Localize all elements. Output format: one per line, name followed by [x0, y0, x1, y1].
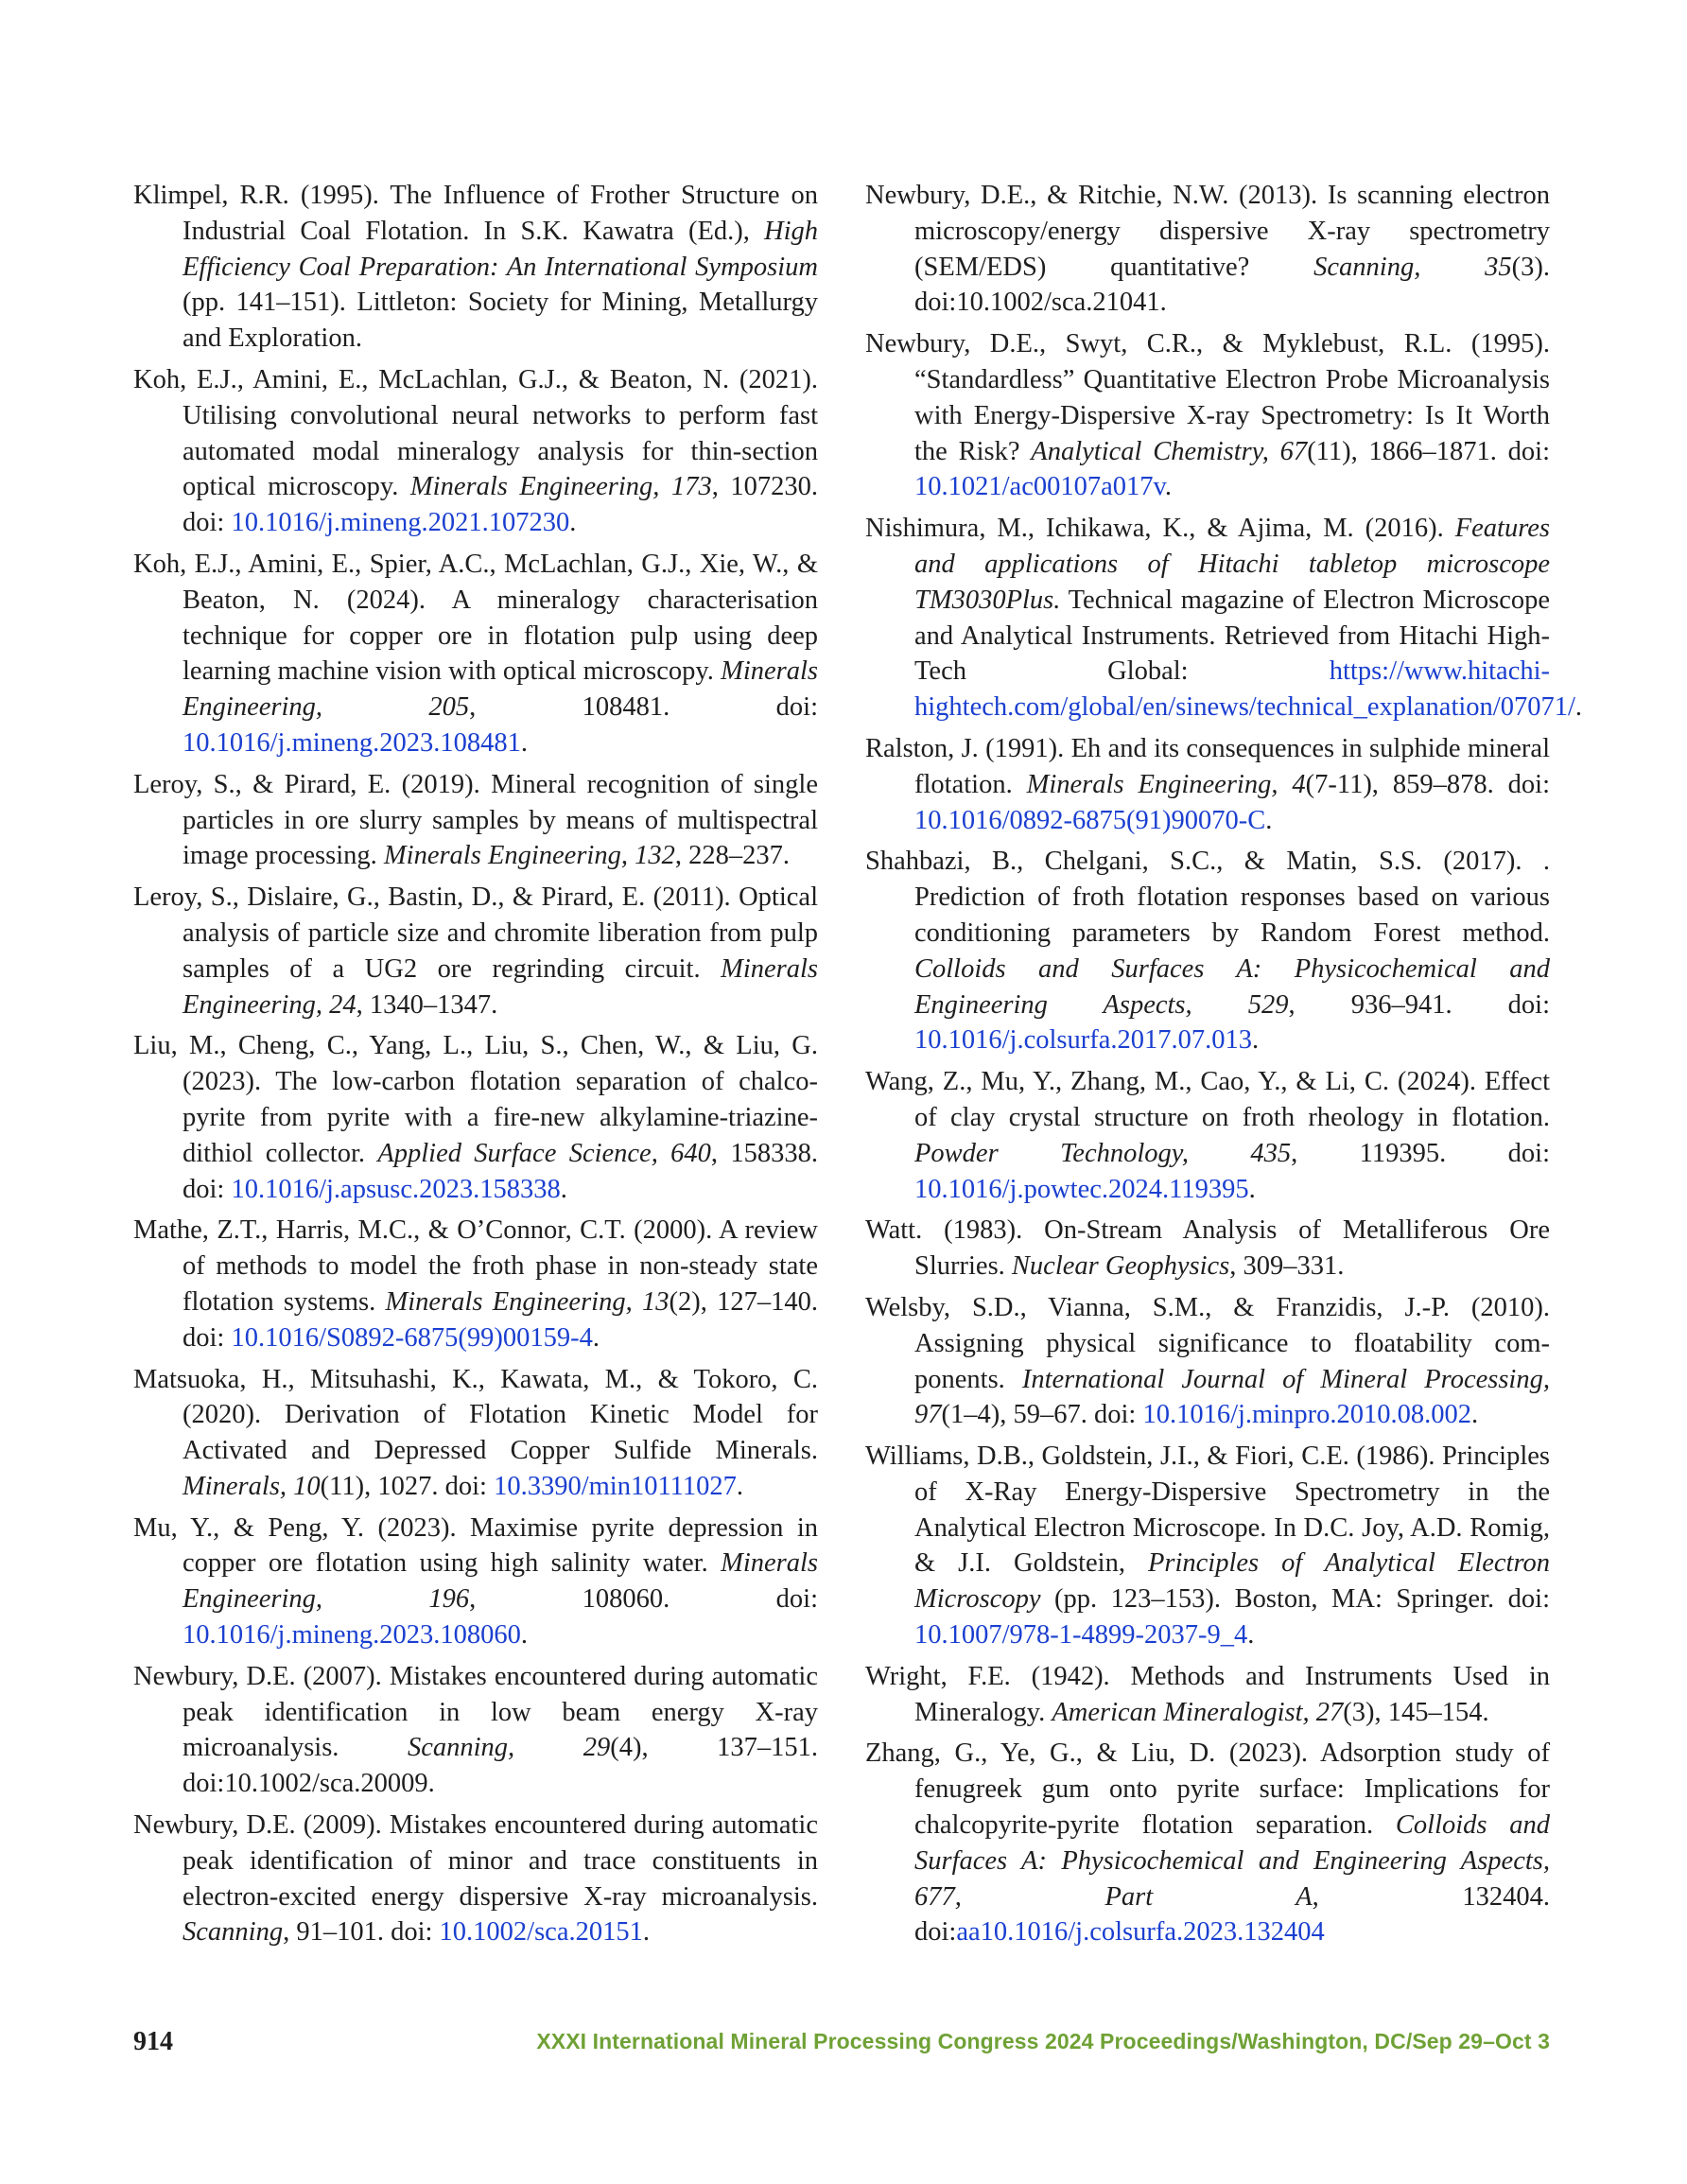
reference-source-title: Features and applications of Hitachi tabletop microscope TM3030Plus. [914, 514, 1550, 615]
page-footer [133, 2027, 1550, 2065]
reference-text: , 228–237. [674, 841, 790, 871]
reference-text: Newbury, D.E. (2007). Mistakes encountered during automatic peak identification in low beam energy X-ray microanalysis. [133, 1661, 818, 1763]
reference-source-title: Minerals Engineering, 13 [385, 1286, 670, 1317]
reference-text: , 119395. doi: [1291, 1138, 1550, 1168]
reference-entry [133, 1028, 818, 1207]
reference-text: . [1574, 692, 1582, 723]
reference-text: (7-11), 859–878. doi: [1305, 769, 1550, 799]
reference-text: , 1340–1347. [356, 989, 498, 1020]
reference-text: . [560, 1174, 567, 1204]
reference-text: (4), 137–151. doi:10.1002/sca.20009. [183, 1733, 818, 1799]
reference-text: Ralston, J. (1991). Eh and its consequences in sulphide mineral flotation. [865, 733, 1550, 799]
reference-source-title: Scanning, 35 [1313, 252, 1512, 282]
reference-text: . [520, 1620, 528, 1651]
reference-text: Matsuoka, H., Mitsuhashi, K., Kawata, M., & Tokoro, C. (2020). Derivation of Flotation Kinetic Model for Activated and Depressed Copper Sulfide Minerals. [133, 1364, 818, 1466]
reference-text: Welsby, S.D., Vianna, S.M., & Franzidis, J.-P. (2010). Assigning physical significance to floatability components. [865, 1292, 1550, 1394]
reference-source-title: Scanning [183, 1917, 284, 1948]
reference-source-title: Minerals Engineering, 205 [183, 656, 818, 723]
reference-text: . [1164, 472, 1173, 502]
reference-entry [133, 178, 818, 357]
reference-source-title: Nuclear Geophysics [1011, 1251, 1230, 1282]
reference-text: , 108060. doi: [469, 1584, 819, 1615]
reference-text: . [520, 727, 528, 758]
reference-text: . [1265, 805, 1273, 835]
reference-entry [865, 1290, 1550, 1433]
reference-text: Newbury, D.E., & Ritchie, N.W. (2013). Is scanning electron microscopy/energy dispersive X-ray spectrometry (SEM/EDS) quantitative? [865, 181, 1550, 282]
doi-link[interactable]: 10.1016/j.minpro.2010.08.002 [1142, 1400, 1471, 1430]
reference-entry [865, 731, 1550, 838]
reference-text: Shahbazi, B., Chelgani, S.C., & Matin, S.S. (2017). . Prediction of froth flotation responses based on various conditioning parameters by Random Forest method. [865, 847, 1550, 948]
reference-text: Watt. (1983). On-Stream Analysis of Metalliferous Ore Slurries. [865, 1215, 1550, 1282]
reference-text: (3), 145–154. [1343, 1697, 1489, 1727]
doi-link[interactable]: 10.1016/j.mineng.2023.108481 [183, 727, 521, 758]
reference-entry [133, 362, 818, 541]
reference-source-title: International Journal of Mineral Processing, 97 [914, 1364, 1550, 1430]
reference-text: (3). doi:10.1002/sca.21041. [914, 252, 1550, 318]
reference-source-title: Minerals Engineering, 24 [183, 953, 818, 1020]
reference-source-title: Powder Technology, 435 [914, 1138, 1292, 1168]
reference-text: Koh, E.J., Amini, E., McLachlan, G.J., & Beaton, N. (2021). Utilising convolutional neural networks to perform fast automated modal mineralogy analysis for thin-section optical microscopy. [133, 364, 818, 502]
reference-text: Nishimura, M., Ichikawa, K., & Ajima, M. (2016). [865, 514, 1455, 544]
reference-text: Mathe, Z.T., Harris, M.C., & O’Connor, C.T. (2000). A review of methods to model the froth phase in non-steady state flotation systems. [133, 1215, 818, 1317]
reference-source-title: Minerals, 10 [183, 1471, 321, 1501]
reference-source-title: Analytical Chemistry, 67 [1031, 436, 1308, 466]
conference-title: XXXI International Mineral Processing Congress 2024 Proceedings/Washington, DC/Sep 29–Oct 3 [536, 2029, 1550, 2053]
references-column-right [865, 178, 1582, 1956]
reference-source-title: American Mineralogist, 27 [1052, 1697, 1344, 1727]
reference-entry [133, 1511, 818, 1653]
reference-text: , 309–331. [1229, 1251, 1345, 1282]
doi-link[interactable]: 10.1016/S0892-6875(99)00159-4 [231, 1322, 593, 1353]
reference-source-title: Applied Surface Science, 640 [377, 1138, 711, 1168]
reference-text: Leroy, S., & Pirard, E. (2019). Mineral recognition of single particles in ore slurry samples by means of multispectral image processing. [133, 769, 818, 871]
doi-link[interactable]: https://www.hitachi-hightech.com/global/en/sinews/technical_explanation/07071/ [914, 656, 1575, 723]
reference-text: . [736, 1471, 743, 1501]
reference-text: , 107230. doi: [183, 472, 819, 538]
doi-link[interactable]: 10.1016/0892-6875(91)90070-C [914, 805, 1266, 835]
reference-entry [133, 547, 818, 761]
reference-text: Newbury, D.E. (2009). Mistakes encountered during automatic peak identification of minor and trace constituents in electron-excited energy dispersive X-ray microanalysis. [133, 1810, 818, 1912]
reference-entry [865, 1736, 1550, 1950]
reference-text: (1–4), 59–67. doi: [941, 1400, 1143, 1430]
doi-link[interactable]: 10.1002/sca.20151 [439, 1917, 643, 1948]
reference-text: , 132404. doi: [914, 1881, 1551, 1948]
doi-link[interactable]: 10.3390/min10111027 [494, 1471, 737, 1501]
reference-text: Wright, F.E. (1942). Methods and Instruments Used in Mineralogy. [865, 1661, 1550, 1727]
reference-source-title: Minerals Engineering, 4 [1026, 769, 1306, 799]
references-column-left [133, 178, 818, 1956]
reference-entry [133, 767, 818, 874]
reference-text: . [1248, 1174, 1256, 1204]
reference-source-title: Colloids and Surfaces A: Physicochemical and Engineering Aspects, 677, Part A [914, 1810, 1550, 1912]
reference-source-title: Colloids and Surfaces A: Physicochemical and Engineering Aspects, 529 [914, 953, 1550, 1020]
reference-source-title: Minerals Engineering, 196 [183, 1548, 818, 1615]
reference-text: (pp. 123–153). Boston, MA: Springer. doi: [1040, 1584, 1550, 1615]
doi-link[interactable]: 10.1016/j.powtec.2024.119395 [914, 1174, 1249, 1204]
reference-text: . [592, 1322, 600, 1353]
reference-text: Zhang, G., Ye, G., & Liu, D. (2023). Adsorption study of fenugreek gum onto pyrite surface: Implications for chalcopyrite-pyrite flotation separation. [865, 1738, 1550, 1841]
page-number: 914 [133, 2027, 173, 2056]
doi-link[interactable]: 10.1007/978-1-4899-2037-9_4 [914, 1620, 1248, 1651]
reference-entry [865, 844, 1550, 1058]
reference-text: Koh, E.J., Amini, E., Spier, A.C., McLachlan, G.J., Xie, W., & Beaton, N. (2024). A mineralogy characterisation technique for copper ore in flotation pulp using deep learning machine vision with optical microscopy. [133, 549, 818, 687]
doi-link[interactable]: 10.1016/j.mineng.2021.107230 [231, 508, 570, 538]
reference-text: , 108481. doi: [469, 692, 819, 723]
reference-entry [133, 1362, 818, 1505]
reference-text: (11), 1027. doi: [320, 1471, 495, 1501]
reference-text: (pp. 141–151). Littleton: Society for Mining, Metallurgy and Exploration. [183, 288, 818, 354]
reference-text: Wang, Z., Mu, Y., Zhang, M., Cao, Y., & Li, C. (2024). Effect of clay crystal structure on froth rheology in flotation. [865, 1067, 1550, 1132]
doi-link[interactable]: 10.1016/j.apsusc.2023.158338 [231, 1174, 561, 1204]
reference-entry [133, 1808, 818, 1950]
reference-entry [133, 1213, 818, 1355]
reference-entry [133, 1659, 818, 1802]
reference-text: Klimpel, R.R. (1995). The Influence of Frother Structure on Industrial Coal Flotation. In S.K. Kawatra (Ed.), [133, 181, 818, 246]
reference-entry [865, 178, 1550, 321]
reference-source-title: High Efficiency Coal Preparation: An International Symposium [183, 216, 818, 282]
reference-entry [865, 1213, 1550, 1284]
reference-text: . [1471, 1400, 1479, 1430]
reference-source-title: Scanning, 29 [407, 1733, 611, 1763]
reference-text: . [1252, 1025, 1260, 1056]
reference-source-title: Minerals Engineering, 132 [383, 841, 675, 871]
reference-text: (11), 1866–1871. doi: [1307, 436, 1550, 466]
reference-text: . [642, 1917, 650, 1948]
reference-entry [865, 326, 1550, 505]
reference-entry [865, 1659, 1550, 1731]
reference-entry [133, 880, 818, 1022]
reference-text: , 936–941. doi: [1288, 989, 1550, 1020]
reference-source-title: Principles of Analytical Electron Microscopy [914, 1548, 1550, 1615]
reference-text: , 158338. doi: [183, 1138, 818, 1204]
reference-entry [865, 1439, 1550, 1653]
reference-entry [865, 1064, 1550, 1207]
doi-link[interactable]: 10.1016/j.mineng.2023.108060 [183, 1620, 521, 1651]
reference-text: . [569, 508, 577, 538]
reference-text: Williams, D.B., Goldstein, J.I., & Fiori, C.E. (1986). Principles of X-Ray Energy-Dispersive Spectrometry in the Analytical Electron Microscope. In D.C. Joy, A.D. Romig, & J.I. Goldstein, [865, 1441, 1550, 1579]
reference-text: Technical magazine of Electron Microscope and Analytical Instruments. Retrieved from Hitachi High-Tech Global: [914, 585, 1550, 687]
reference-text: Newbury, D.E., Swyt, C.R., & Myklebust, R.L. (1995). “Standardless” Quantitative Electron Probe Microanalysis with Energy-Dispersive X-ray Spectrometry: Is It Worth the Risk? [865, 329, 1550, 466]
doi-link[interactable]: aa10.1016/j.colsurfa.2023.132404 [956, 1917, 1325, 1948]
reference-text: . [1247, 1620, 1255, 1651]
reference-text: Liu, M., Cheng, C., Yang, L., Liu, S., Chen, W., & Liu, G. (2023). The low-carbon flotation separation of chalcopyrite from pyrite with a fire-new alkylamine-triazine-dithiol collector. [133, 1031, 818, 1168]
reference-entry [865, 511, 1582, 725]
reference-text: Mu, Y., & Peng, Y. (2023). Maximise pyrite depression in copper ore flotation using high salinity water. [133, 1512, 818, 1579]
reference-text: Leroy, S., Dislaire, G., Bastin, D., & Pirard, E. (2011). Optical analysis of particle size and chromite liberation from pulp samples of a UG2 ore regrinding circuit. [133, 882, 818, 984]
doi-link[interactable]: 10.1021/ac00107a017v [914, 472, 1165, 502]
reference-source-title: Minerals Engineering, 173 [409, 472, 712, 502]
reference-text: (2), 127–140. doi: [183, 1286, 819, 1353]
doi-link[interactable]: 10.1016/j.colsurfa.2017.07.013 [914, 1025, 1253, 1056]
reference-text: , 91–101. doi: [283, 1917, 440, 1948]
